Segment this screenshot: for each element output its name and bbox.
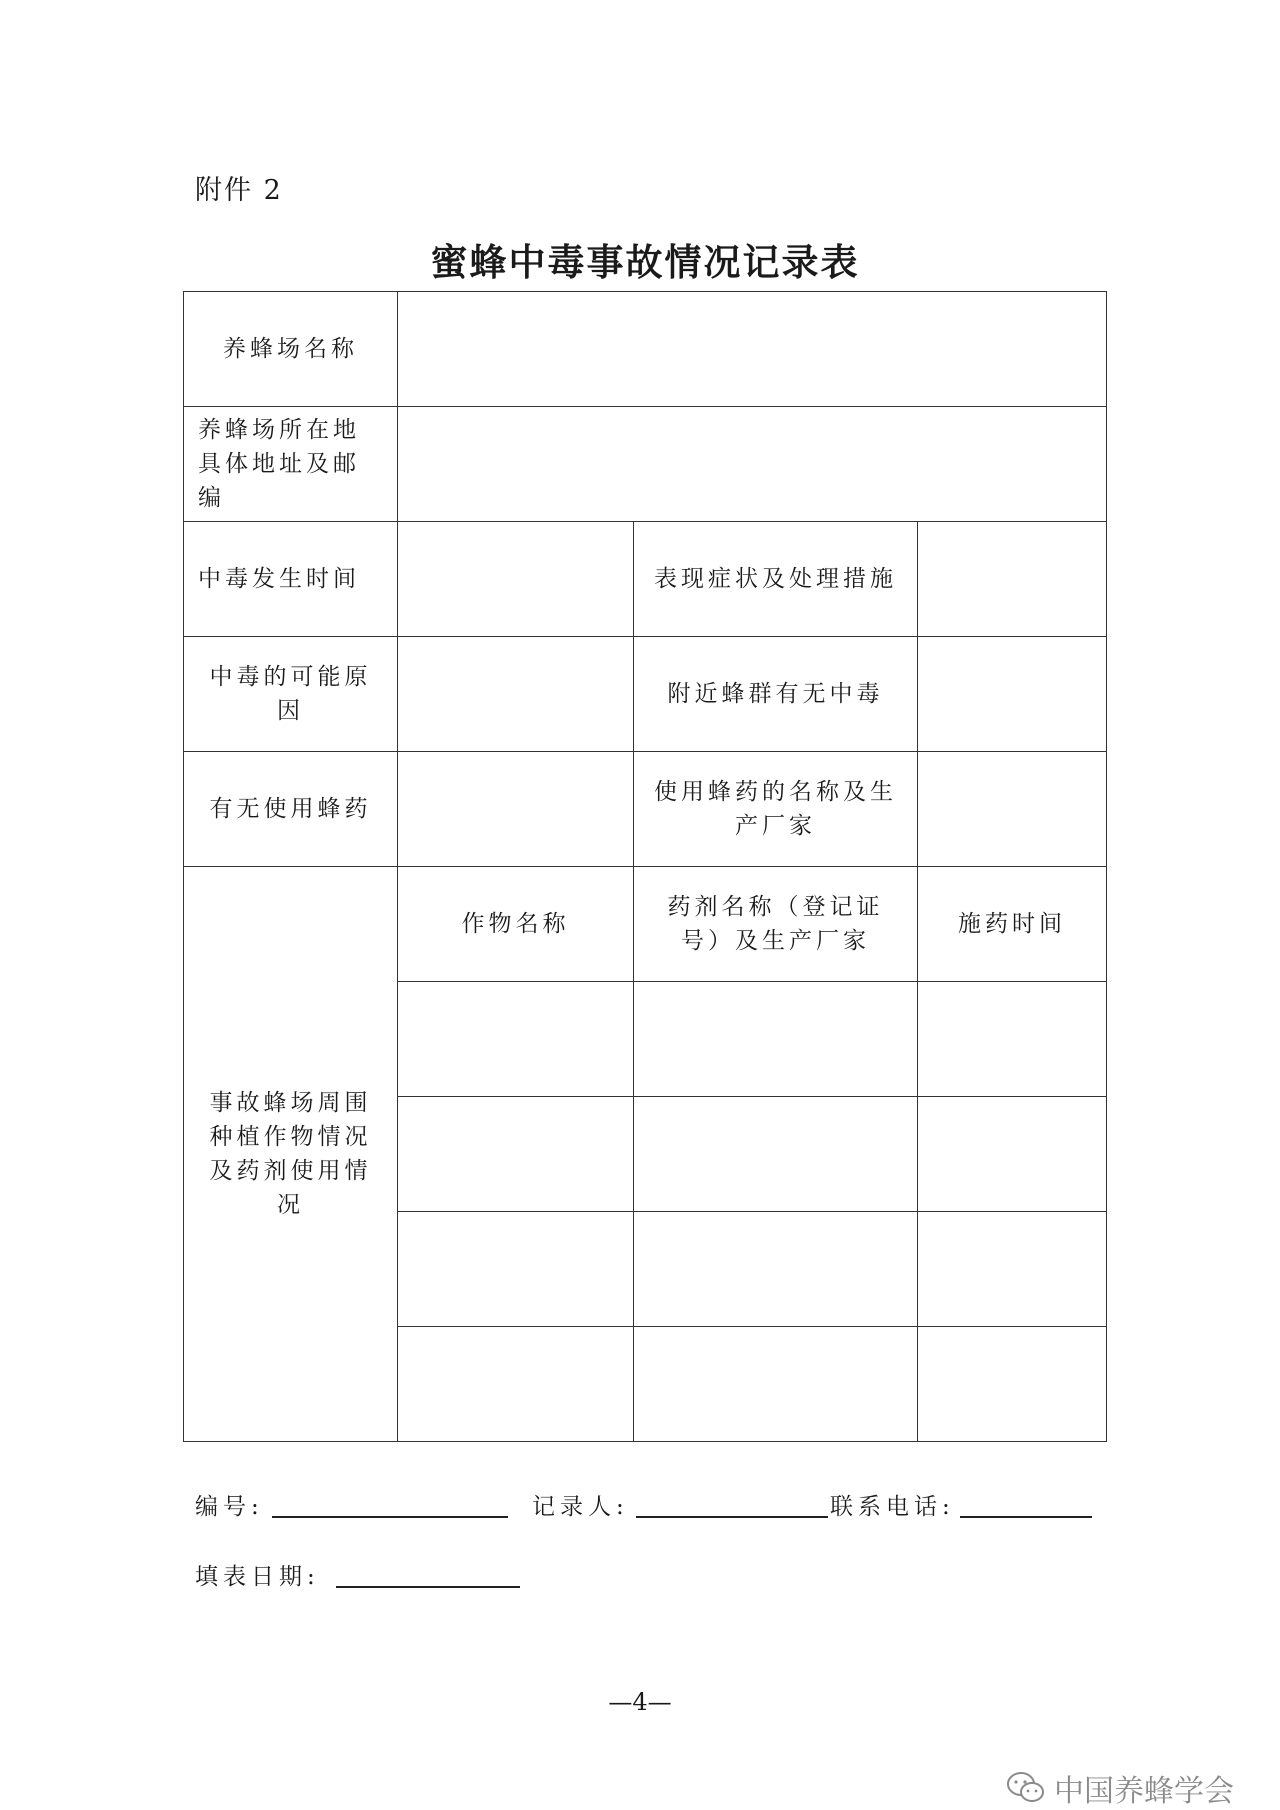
table-row — [184, 407, 1107, 522]
form-title: 蜜蜂中毒事故情况记录表 — [430, 241, 860, 284]
bee-medicine-use-label: 有无使用蜂药 — [184, 752, 398, 867]
possible-cause-label: 中毒的可能原因 — [184, 637, 398, 752]
apiary-name-field[interactable] — [398, 292, 1107, 407]
crop-name-cell[interactable] — [398, 1212, 634, 1327]
poisoning-record-table — [183, 291, 1107, 1442]
wechat-icon — [1006, 1771, 1046, 1805]
crop-section-label: 事故蜂场周围种植作物情况及药剂使用情况 — [184, 867, 398, 1442]
symptoms-field[interactable] — [918, 522, 1107, 637]
attachment-label: 附件 2 — [195, 175, 283, 206]
pesticide-name-cell[interactable] — [634, 1212, 918, 1327]
table-row — [184, 867, 1107, 982]
watermark — [1006, 1766, 1234, 1810]
poison-time-label: 中毒发生时间 — [184, 522, 398, 637]
phone-label: 联系电话: — [830, 1494, 955, 1520]
bee-medicine-use-field[interactable] — [398, 752, 634, 867]
date-field[interactable] — [336, 1586, 520, 1588]
application-time-cell[interactable] — [918, 1097, 1107, 1212]
application-time-header: 施药时间 — [918, 867, 1107, 982]
nearby-colonies-label: 附近蜂群有无中毒 — [634, 637, 918, 752]
table-row — [184, 522, 1107, 637]
bee-medicine-name-label: 使用蜂药的名称及生产厂家 — [634, 752, 918, 867]
table-row — [184, 637, 1107, 752]
bee-medicine-name-field[interactable] — [918, 752, 1107, 867]
nearby-colonies-field[interactable] — [918, 637, 1107, 752]
date-label: 填表日期: — [195, 1564, 320, 1590]
apiary-address-label: 养蜂场所在地具体地址及邮编 — [184, 407, 398, 522]
poison-time-field[interactable] — [398, 522, 634, 637]
crop-name-cell[interactable] — [398, 1097, 634, 1212]
application-time-cell[interactable] — [918, 1327, 1107, 1442]
phone-field[interactable] — [960, 1516, 1092, 1518]
number-field[interactable] — [272, 1516, 508, 1518]
possible-cause-field[interactable] — [398, 637, 634, 752]
number-label: 编号: — [195, 1494, 264, 1520]
application-time-cell[interactable] — [918, 982, 1107, 1097]
pesticide-name-cell[interactable] — [634, 1327, 918, 1442]
page-number: —4— — [608, 1688, 672, 1716]
crop-name-header: 作物名称 — [398, 867, 634, 982]
symptoms-label: 表现症状及处理措施 — [634, 522, 918, 637]
recorder-field[interactable] — [636, 1516, 828, 1518]
crop-name-cell[interactable] — [398, 1327, 634, 1442]
pesticide-name-cell[interactable] — [634, 982, 918, 1097]
watermark-text: 中国养蜂学会 — [1054, 1774, 1234, 1809]
apiary-name-label: 养蜂场名称 — [184, 292, 398, 407]
recorder-label: 记录人: — [532, 1494, 629, 1520]
pesticide-name-cell[interactable] — [634, 1097, 918, 1212]
pesticide-name-header: 药剂名称（登记证号）及生产厂家 — [634, 867, 918, 982]
apiary-address-field[interactable] — [398, 407, 1107, 522]
table-row — [184, 752, 1107, 867]
crop-name-cell[interactable] — [398, 982, 634, 1097]
application-time-cell[interactable] — [918, 1212, 1107, 1327]
table-row — [184, 292, 1107, 407]
